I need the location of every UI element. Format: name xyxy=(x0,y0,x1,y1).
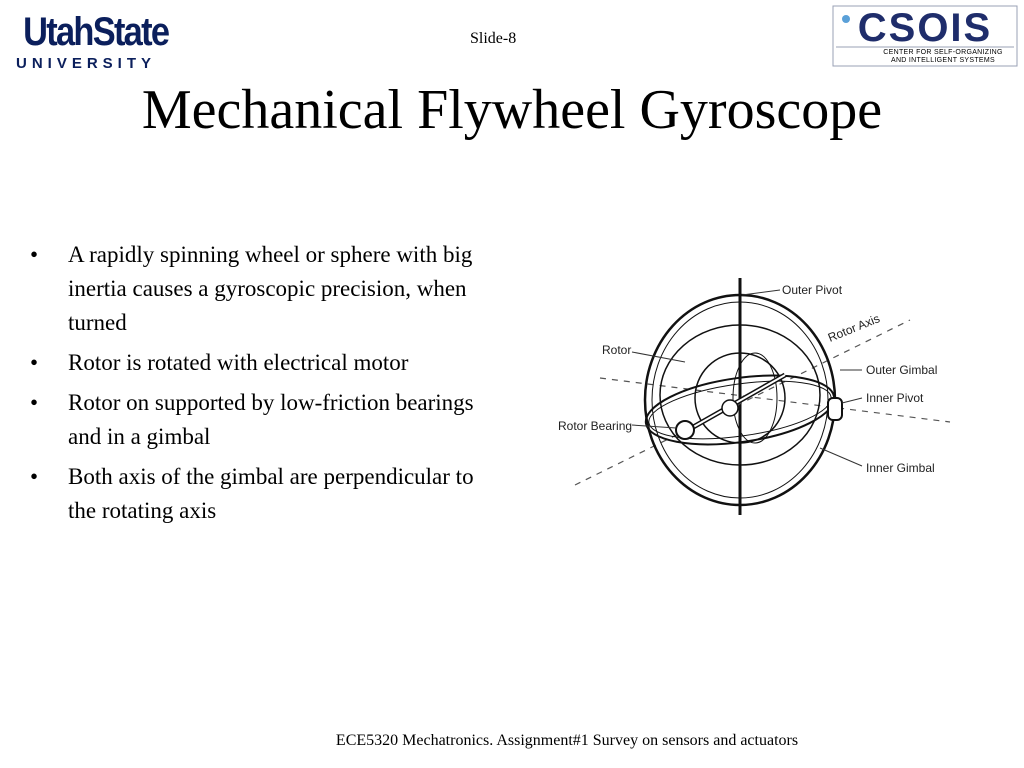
bullet-icon: • xyxy=(30,390,39,415)
label-inner-gimbal: Inner Gimbal xyxy=(866,461,935,475)
bullet-item xyxy=(26,346,496,380)
csois-logo xyxy=(832,5,1018,67)
csois-subtitle-line2: AND INTELLIGENT SYSTEMS xyxy=(890,57,995,64)
csois-logo-subtitle xyxy=(868,49,1018,65)
bullet-text: Rotor is rotated with electrical motor xyxy=(68,350,409,375)
inner-pivot xyxy=(828,398,842,420)
rotor-hub xyxy=(722,400,738,416)
bullet-list xyxy=(26,238,496,534)
slide-title: Mechanical Flywheel Gyroscope xyxy=(141,79,883,141)
bullet-text: Rotor on supported by low-friction bearings and in a gimbal xyxy=(68,390,474,449)
leader-outer-pivot xyxy=(742,290,780,295)
usu-logo-wordmark: UtahState xyxy=(23,10,169,54)
usu-logo-subtitle: UNIVERSITY xyxy=(16,55,157,72)
slide-number: Slide-8 xyxy=(470,30,517,47)
bullet-text: A rapidly spinning wheel or sphere with big inertia causes a gyroscopic precision, when turned xyxy=(68,242,473,335)
slide-footer: ECE5320 Mechatronics. Assignment#1 Survey on sensors and actuators xyxy=(335,732,799,749)
bullet-icon: • xyxy=(30,350,39,375)
csois-subtitle-line1: CENTER FOR SELF-ORGANIZING xyxy=(883,49,1003,56)
label-rotor: Rotor xyxy=(602,343,632,357)
bullet-item xyxy=(26,386,496,454)
bullet-item xyxy=(26,460,496,528)
gyroscope-diagram xyxy=(540,270,960,525)
rotor-bearing xyxy=(676,421,694,439)
leader-inner-pivot xyxy=(842,398,862,403)
label-rotor-axis: Rotor Axis xyxy=(825,311,882,345)
bullet-item xyxy=(26,238,496,340)
leader-rotor xyxy=(632,352,685,362)
label-outer-pivot: Outer Pivot xyxy=(782,283,843,297)
label-outer-gimbal: Outer Gimbal xyxy=(866,363,938,377)
label-inner-pivot: Inner Pivot xyxy=(866,391,924,405)
bullet-text: Both axis of the gimbal are perpendicular to the rotating axis xyxy=(68,464,474,523)
bullet-icon: • xyxy=(30,464,39,489)
label-rotor-bearing: Rotor Bearing xyxy=(558,419,633,433)
usu-logo xyxy=(14,10,204,74)
leader-inner-gimbal xyxy=(820,448,862,466)
csois-logo-wordmark: CSOIS xyxy=(857,6,993,50)
bullet-icon: • xyxy=(30,242,39,267)
